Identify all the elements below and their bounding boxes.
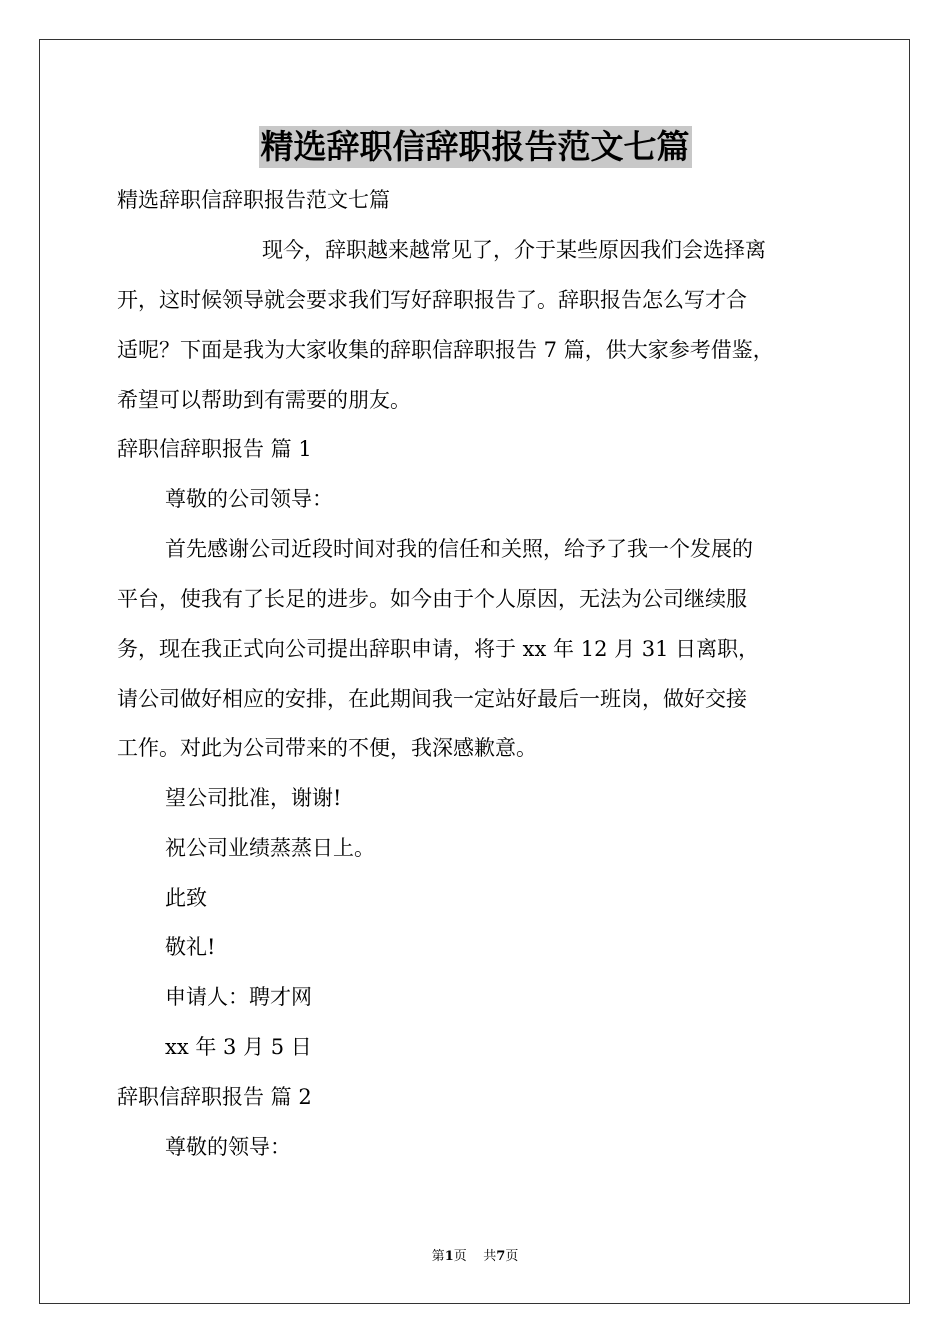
document-subtitle: 精选辞职信辞职报告范文七篇 <box>117 188 390 212</box>
closing-line: 敬礼! <box>165 935 216 959</box>
page-current-number: 1 <box>444 1249 454 1264</box>
document-title: 精选辞职信辞职报告范文七篇 <box>260 127 690 166</box>
section-heading-1: 辞职信辞职报告 篇 1 <box>117 437 312 461</box>
intro-line: 开，这时候领导就会要求我们写好辞职报告了。辞职报告怎么写才合 <box>117 288 747 312</box>
body-line: 首先感谢公司近段时间对我的信任和关照，给予了我一个发展的 <box>165 537 753 561</box>
intro-line: 适呢？下面是我为大家收集的辞职信辞职报告 7 篇，供大家参考借鉴， <box>117 338 774 362</box>
section-heading-2: 辞职信辞职报告 篇 2 <box>117 1085 312 1109</box>
body-line: 平台，使我有了长足的进步。如今由于个人原因，无法为公司继续服 <box>117 587 747 611</box>
page-total-number: 7 <box>496 1249 506 1264</box>
wish-line: 祝公司业绩蒸蒸日上。 <box>165 836 375 860</box>
salutation: 尊敬的公司领导： <box>165 487 333 511</box>
intro-line: 现今，辞职越来越常见了，介于某些原因我们会选择离 <box>262 238 766 262</box>
body-line: 工作。对此为公司带来的不便，我深感歉意。 <box>117 736 537 760</box>
page-footer <box>0 1248 950 1266</box>
title-container <box>0 126 950 168</box>
date-line: xx 年 3 月 5 日 <box>165 1035 312 1059</box>
page-label-prefix: 第 <box>431 1249 445 1264</box>
thanks-line: 望公司批准，谢谢! <box>165 786 342 810</box>
salutation: 尊敬的领导： <box>165 1135 291 1159</box>
body-line: 务，现在我正式向公司提出辞职申请，将于 xx 年 12 月 31 日离职， <box>117 637 760 661</box>
body-line: 请公司做好相应的安排，在此期间我一定站好最后一班岗，做好交接 <box>117 687 747 711</box>
page-label-mid: 页 共 <box>453 1249 497 1264</box>
intro-line: 希望可以帮助到有需要的朋友。 <box>117 388 411 412</box>
applicant-line: 申请人：聘才网 <box>165 985 312 1009</box>
page-border <box>39 39 910 1304</box>
closing-line: 此致 <box>165 886 207 910</box>
page-label-suffix: 页 <box>505 1249 519 1264</box>
